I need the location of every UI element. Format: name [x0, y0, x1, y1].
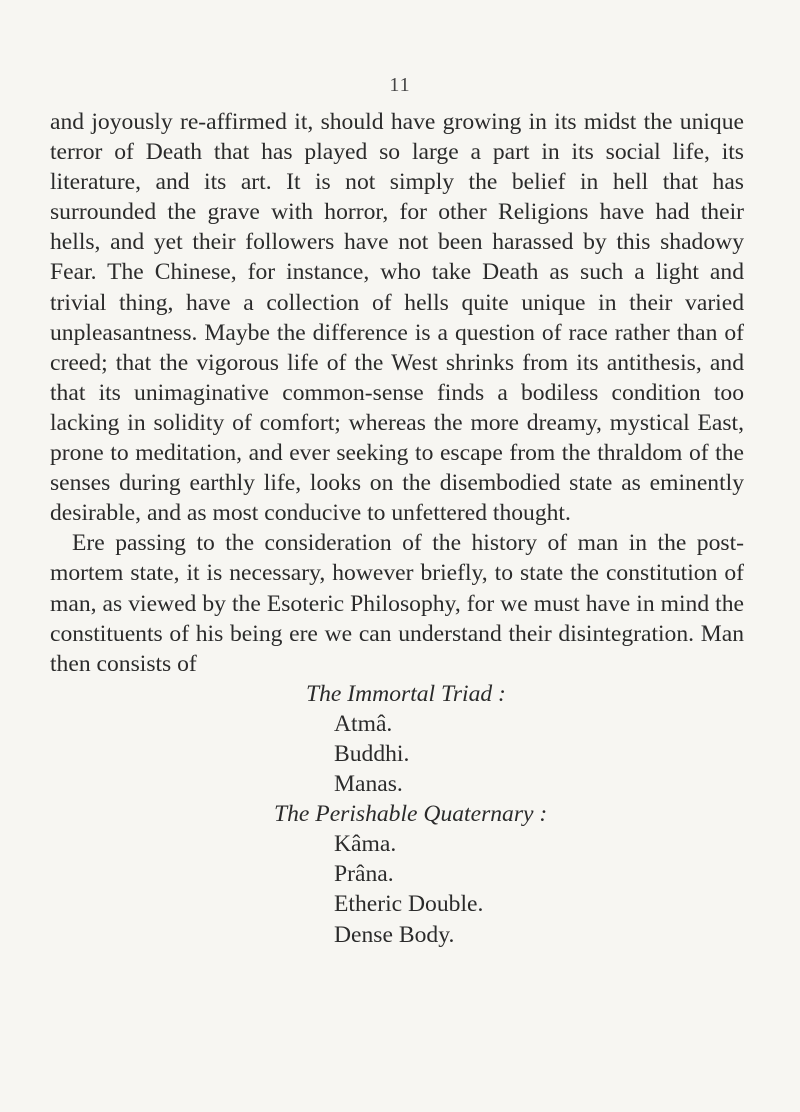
paragraph-constitution-of-man: Ere passing to the consideration of the history of man in the post-mortem state, it is necessary, however briefly, to state the constitution of man, as viewed by the Esoteric Philosophy, for we must have in mind the constituents of his being ere we can understand their disintegration. Man then consists of — [50, 530, 744, 677]
perishable-quaternary-heading: The Perishable Quaternary : — [274, 801, 548, 828]
perishable-quaternary-list — [50, 799, 744, 949]
list-item-etheric-double: Etheric Double. — [334, 891, 484, 918]
paragraph-death-terror: and joyously re-affirmed it, should have growing in its midst the unique terror of Death that has played so large a part in its social life, its literature, and its art. It is not simply the belief in hell that has surrounded the grave with horror, for other Religions have had their hells, and yet their followers have not been harassed by this shadowy Fear. The Chinese, for instance, who take Death as such a light and trivial thing, have a collection of hells quite unique in their varied unpleasantness. Maybe the difference is a question of race rather than of creed; that the vigorous life of the West shrinks from its antithesis, and that its unimaginative common-sense finds a bodiless condition too lacking in solidity of comfort; whereas the more dreamy, mystical East, prone to meditation, and ever seeking to escape from the thraldom of the senses during earthly life, looks on the disembodied state as eminently desirable, and as most conducive to unfettered thought. — [50, 109, 744, 527]
list-item-dense-body: Dense Body. — [334, 921, 455, 948]
list-item-buddhi: Buddhi. — [334, 740, 410, 767]
list-item-manas: Manas. — [334, 771, 403, 798]
immortal-triad-heading: The Immortal Triad : — [306, 680, 506, 707]
page-number: 11 — [389, 74, 411, 96]
list-item-atma: Atmâ. — [334, 710, 393, 737]
immortal-triad-list — [50, 679, 744, 799]
page-body — [50, 107, 744, 950]
list-item-prana: Prâna. — [334, 861, 394, 888]
list-item-kama: Kâma. — [334, 831, 397, 858]
